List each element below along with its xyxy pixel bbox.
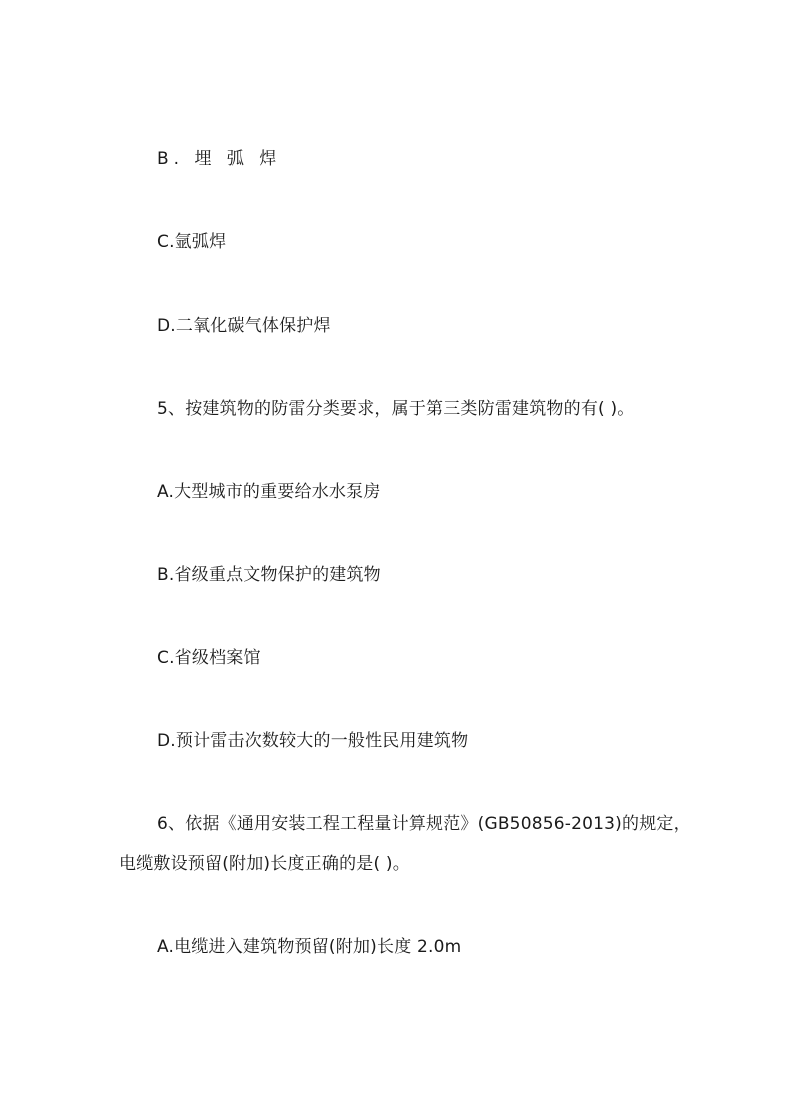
- option-b-q4: B. 埋 弧 焊: [157, 149, 282, 169]
- question-5: 5、按建筑物的防雷分类要求，属于第三类防雷建筑物的有( )。: [157, 399, 635, 419]
- option-b-q5: B.省级重点文物保护的建筑物: [157, 565, 381, 585]
- question-6-line-2: 电缆敷设预留(附加)长度正确的是( )。: [119, 854, 410, 874]
- option-d-q4: D.二氧化碳气体保护焊: [157, 316, 331, 336]
- option-c-q5: C.省级档案馆: [157, 648, 261, 668]
- option-d-q5: D.预计雷击次数较大的一般性民用建筑物: [157, 731, 469, 751]
- option-c-q4: C.氩弧焊: [157, 232, 227, 252]
- option-a-q6: A.电缆进入建筑物预留(附加)长度 2.0m: [157, 937, 462, 957]
- option-a-q5: A.大型城市的重要给水水泵房: [157, 482, 381, 502]
- question-6-line-1: 6、依据《通用安装工程工程量计算规范》(GB50856-2013)的规定，: [157, 814, 691, 834]
